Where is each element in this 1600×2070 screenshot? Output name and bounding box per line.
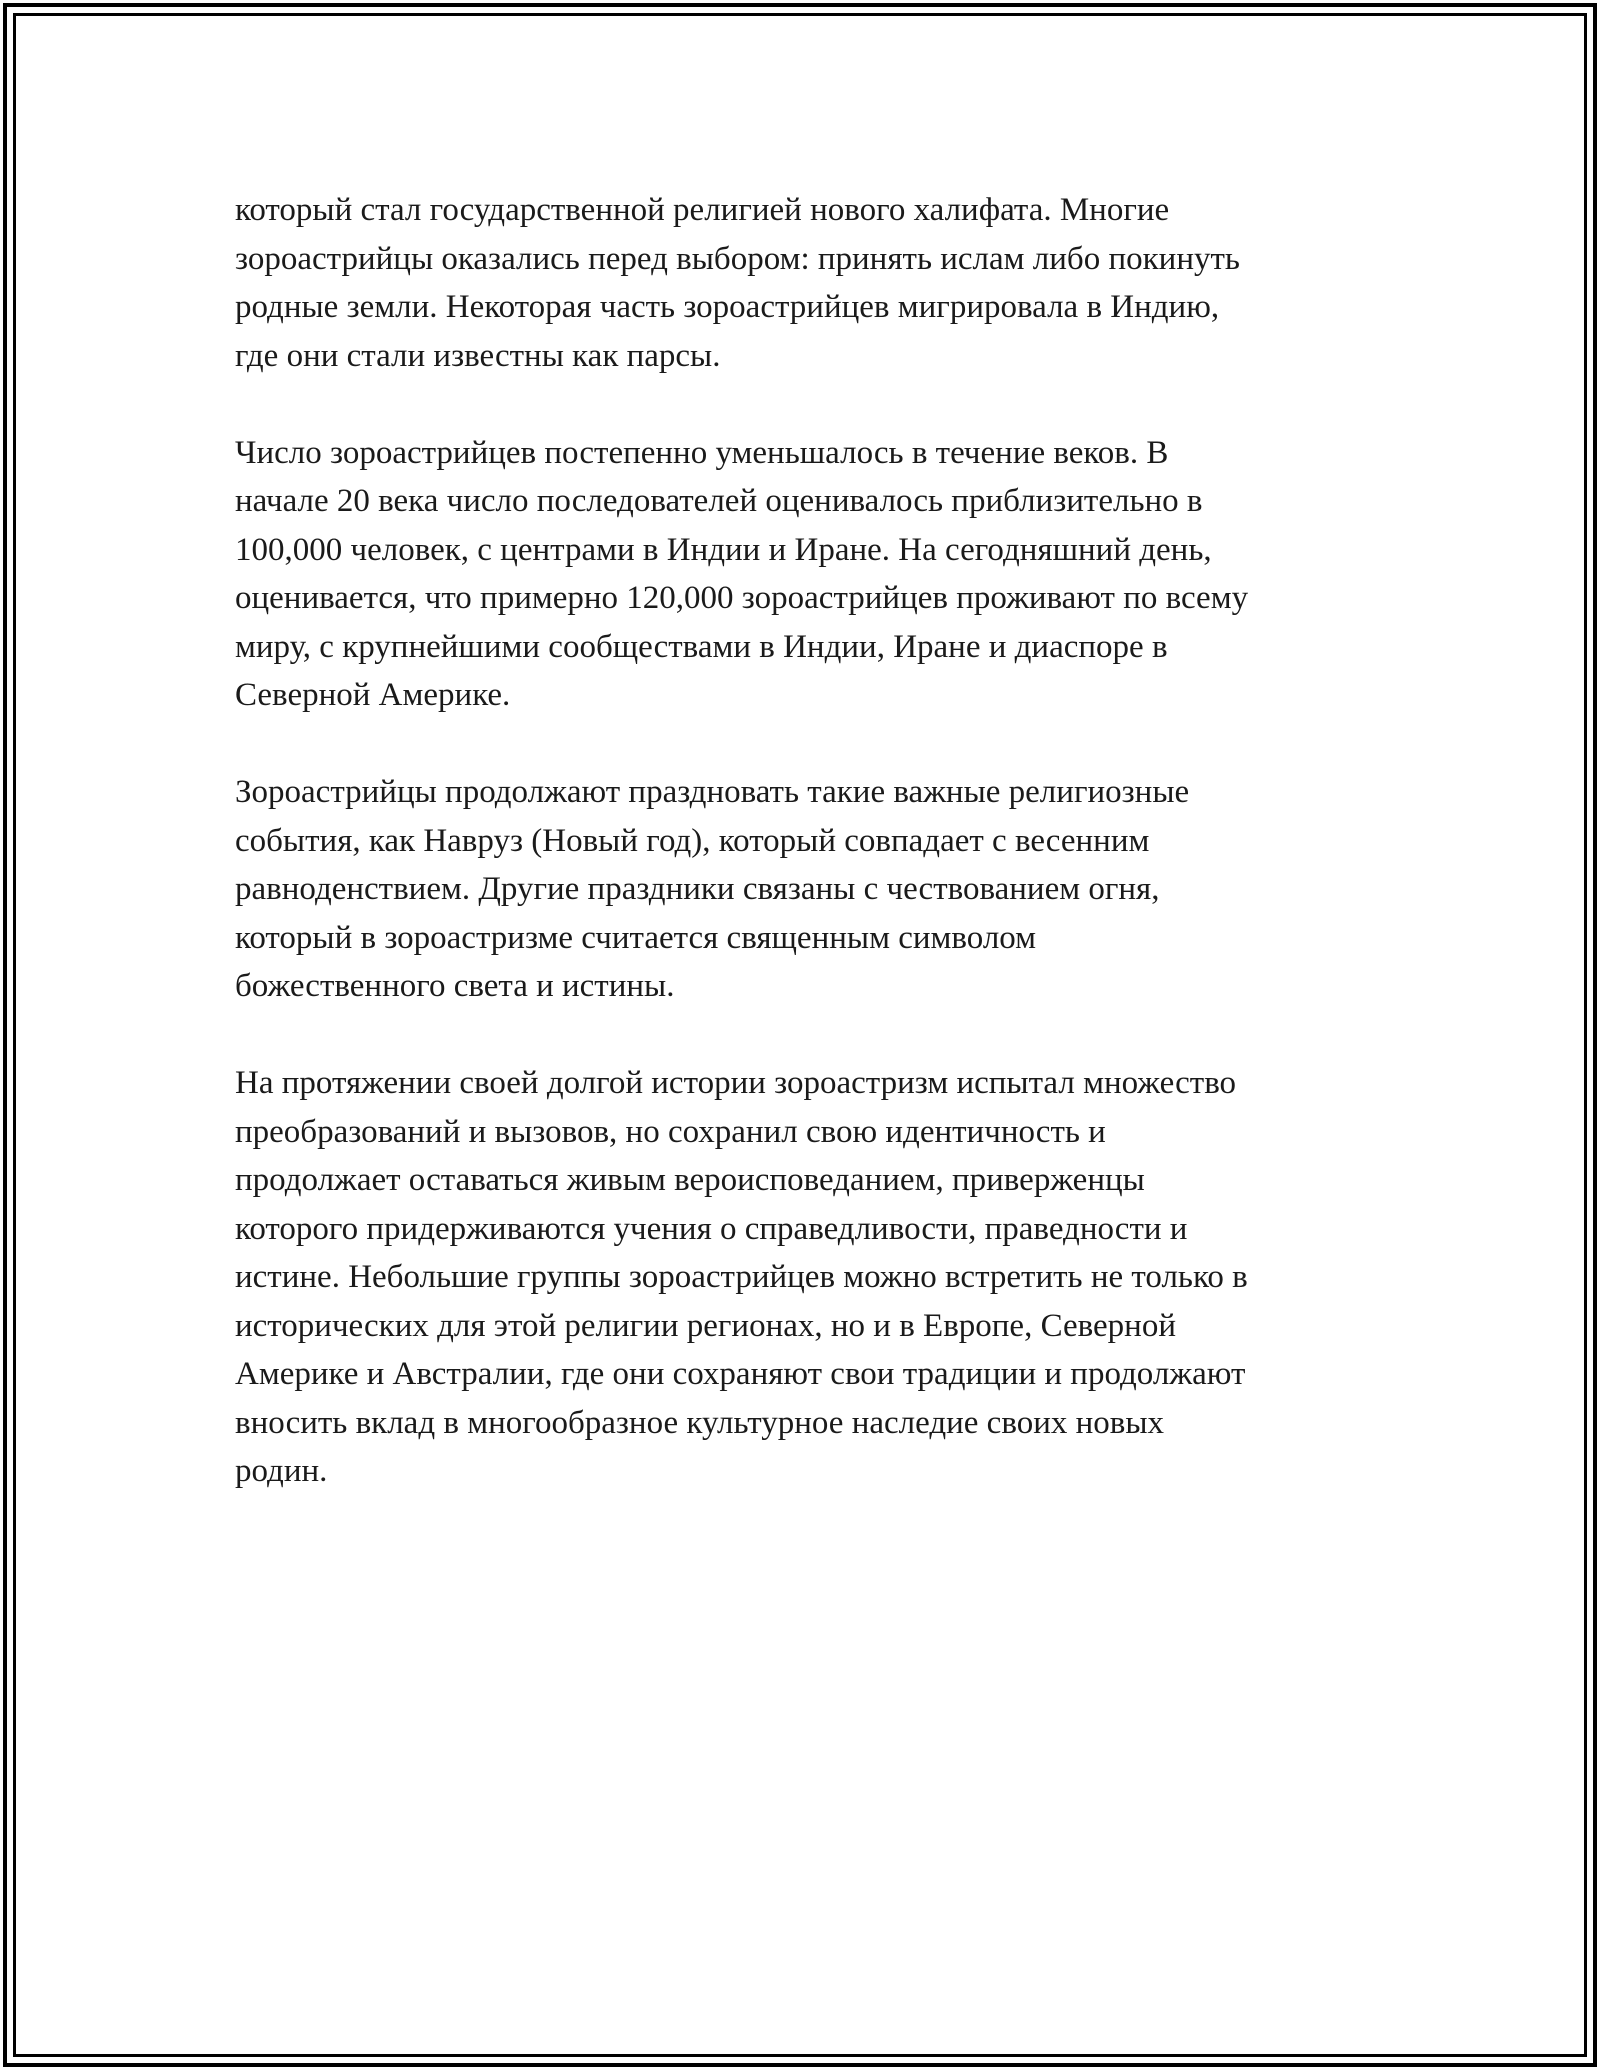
text-line: начале 20 века число последователей оценивалось приблизительно в	[235, 483, 1203, 519]
paragraph-4	[235, 1059, 1385, 1496]
text-line: равноденствием. Другие праздники связаны с чествованием огня,	[235, 871, 1160, 907]
text-line: продолжает оставаться живым вероисповеданием, приверженцы	[235, 1162, 1145, 1198]
paragraph-2	[235, 429, 1385, 720]
text-line: истине. Небольшие группы зороастрийцев можно встретить не только в	[235, 1259, 1248, 1295]
text-line: Зороастрийцы продолжают праздновать такие важные религиозные	[235, 774, 1190, 810]
paragraph-3	[235, 768, 1385, 1011]
text-line: родные земли. Некоторая часть зороастрийцев мигрировала в Индию,	[235, 289, 1220, 325]
paragraph-1	[235, 186, 1385, 380]
text-line: На протяжении своей долгой истории зороастризм испытал множество	[235, 1065, 1237, 1101]
text-line: события, как Навруз (Новый год), который совпадает с весенним	[235, 822, 1150, 859]
text-line: Северной Америке.	[235, 677, 511, 713]
text-line: миру, с крупнейшими сообществами в Индии, Иране и диаспоре в	[235, 628, 1168, 665]
text-line: исторических для этой религии регионах, но и в Европе, Северной	[235, 1307, 1176, 1344]
text-line: который стал государственной религией нового халифата. Многие	[235, 192, 1170, 228]
text-line: Число зороастрийцев постепенно уменьшалось в течение веков. В	[235, 434, 1169, 471]
text-line: которого придерживаются учения о справедливости, праведности и	[235, 1210, 1188, 1247]
text-line: вносить вклад в многообразное культурное наследие своих новых	[235, 1404, 1165, 1441]
text-line: божественного света и истины.	[235, 968, 675, 1004]
text-line: оценивается, что примерно 120,000 зороастрийцев проживают по всему	[235, 580, 1249, 616]
text-line: который в зороастризме считается священным символом	[235, 919, 1037, 956]
text-line: родин.	[235, 1453, 328, 1489]
text-line: зороастрийцы оказались перед выбором: принять ислам либо покинуть	[235, 240, 1240, 277]
text-line: где они стали известны как парсы.	[235, 337, 721, 374]
text-line: 100,000 человек, с центрами в Индии и Иране. На сегодняшний день,	[235, 531, 1212, 568]
text-line: Америке и Австралии, где они сохраняют свои традиции и продолжают	[235, 1356, 1246, 1392]
document-body	[235, 186, 1385, 1544]
text-line: преобразований и вызовов, но сохранил свою идентичность и	[235, 1113, 1106, 1150]
